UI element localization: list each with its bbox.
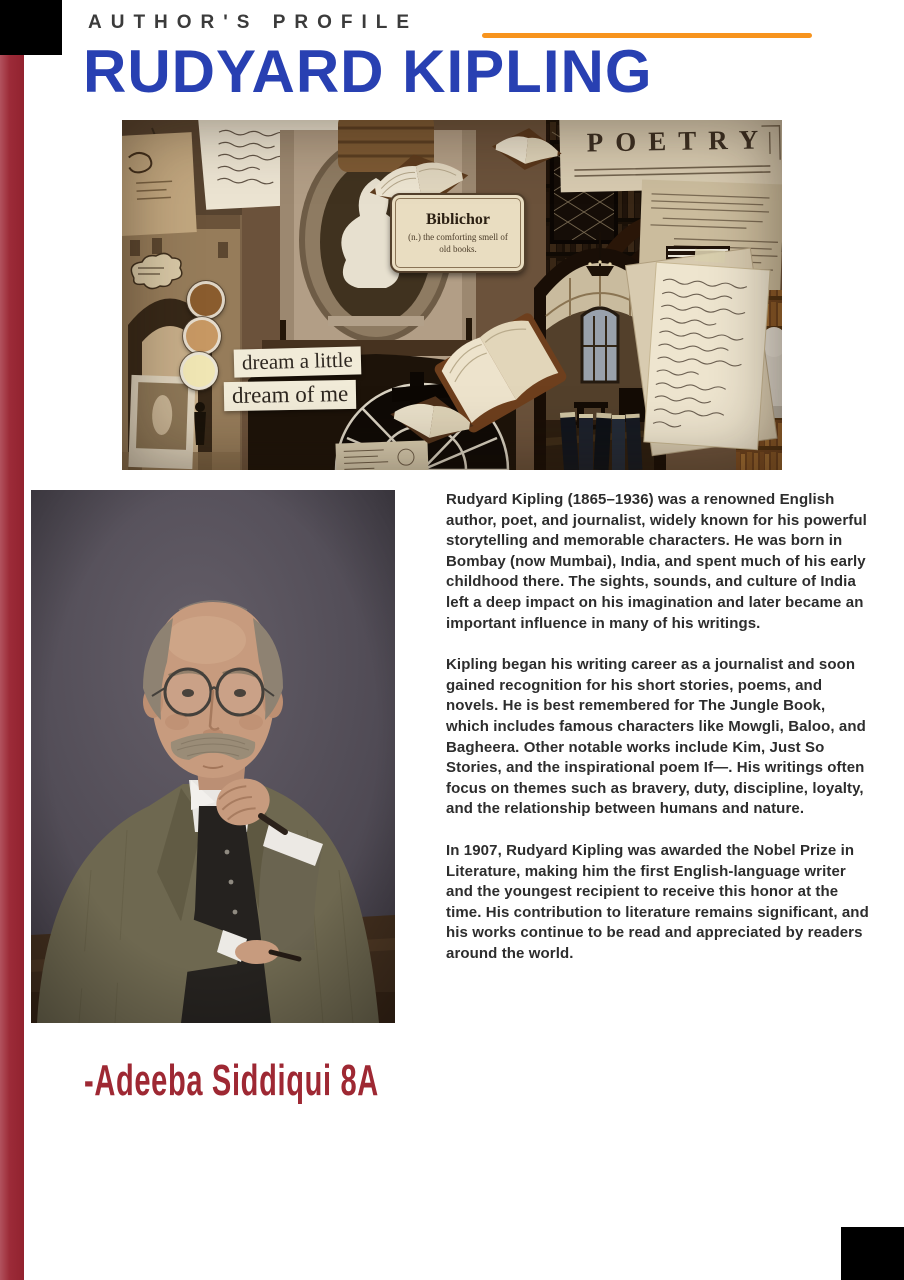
- profile-kicker: AUTHOR'S PROFILE: [88, 12, 419, 33]
- palette-swatch-brown: [187, 281, 225, 319]
- kipling-portrait-image: [31, 490, 395, 1023]
- bottom-right-corner-block: [841, 1227, 904, 1280]
- biblichor-title: Biblichor: [425, 210, 490, 228]
- bio-paragraph: In 1907, Rudyard Kipling was awarded the Nobel Prize in Literature, making him the first English-language writer and the youngest recipient to receive this honor at the time. His contribution to literature remains significant, and his works continue to be read and appreciated by readers around the world.: [446, 841, 869, 962]
- top-left-corner-block: [0, 0, 62, 55]
- bio-section: [446, 490, 870, 985]
- dream-strip-line2: dream of me: [224, 380, 357, 411]
- biblichor-plaque: [390, 193, 526, 273]
- page-title: RUDYARD KIPLING: [83, 38, 653, 105]
- left-accent-bar: [0, 55, 24, 1280]
- dream-strip-line1: dream a little: [234, 346, 361, 377]
- poetry-masthead-label: POETRY: [586, 124, 771, 158]
- signature: -Adeeba Siddiqui 8A: [84, 1056, 379, 1105]
- library-collage-image: [122, 120, 782, 470]
- bio-paragraph: Rudyard Kipling (1865–1936) was a renowned English author, poet, and journalist, widely known for his powerful storytelling and memorable characters. He was born in Bombay (now Mumbai), India, and spent much of his early childhood there. The sights, sounds, and culture of India left a deep impact on his imagination and later became an important influence in many of his writings.: [446, 491, 867, 632]
- portrait-artwork: [31, 490, 395, 1023]
- palette-swatch-tan: [183, 317, 221, 355]
- bio-paragraph: Kipling began his writing career as a journalist and soon gained recognition for his short stories, poems, and novels. He is best remembered for The Jungle Book, which includes famous characters like Mowgli, Baloo, and Bagheera. Other notable works include Kim, Just So Stories, and the inspirational poem If—. His writings often focus on themes such as bravery, duty, discipline, loyalty, and the relationship between humans and nature.: [446, 656, 866, 818]
- biblichor-definition: (n.) the comforting smell of old books.: [408, 231, 508, 254]
- palette-swatch-cream: [180, 352, 218, 390]
